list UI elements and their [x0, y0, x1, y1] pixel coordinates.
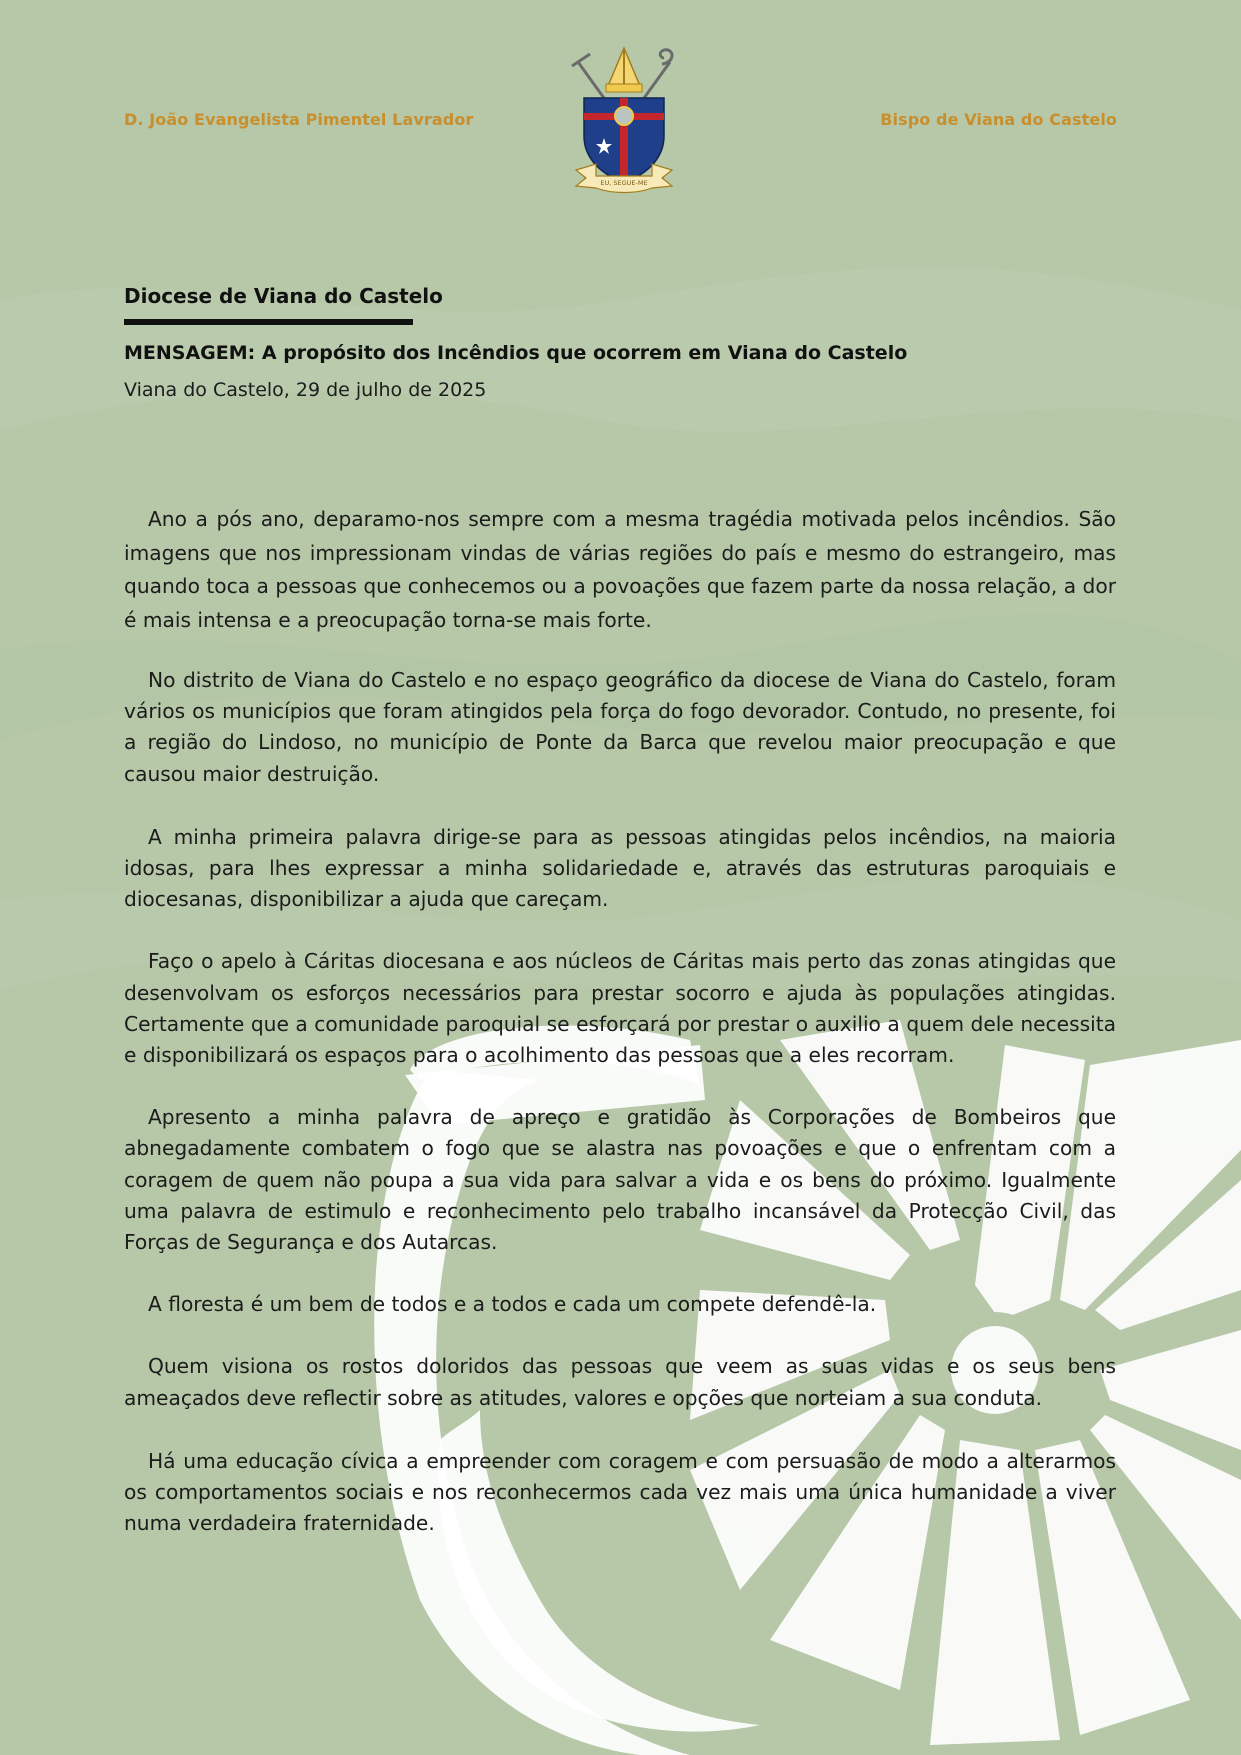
body-paragraph: Faço o apelo à Cáritas diocesana e aos núcleos de Cáritas mais perto das zonas atingidas que desenvolvam os esforços necessários para prestar socorro e ajuda às populações atingidas. Certamente que a comunidade paroquial se esforçará por prestar o auxilio a quem dele necessita e disponibilizará os espaços para o acolhimento das pessoas que a eles recorram.: [124, 949, 1116, 1068]
body-paragraph: Quem visiona os rostos doloridos das pessoas que veem as suas vidas e os seus bens ameaçados deve reflectir sobre as atitudes, valores e opções que norteiam a sua conduta.: [124, 1354, 1116, 1410]
body-paragraph: Ano a pós ano, deparamo-nos sempre com a mesma tragédia motivada pelos incêndios. São imagens que nos impressionam vindas de várias regiões do país e mesmo do estrangeiro, mas quando toca a pessoas que conhecemos ou a povoações que fazem parte da nossa relação, a dor é mais intensa e a preocupação torna-se mais forte.: [124, 507, 1116, 632]
message-body: [124, 503, 1116, 1539]
document-title-block: [124, 282, 1124, 403]
body-paragraph: A minha primeira palavra dirige-se para as pessoas atingidas pelos incêndios, na maioria idosas, para lhes expressar a minha solidariedade e, através das estruturas paroquiais e diocesanas, disponibilizar a ajuda que careçam.: [124, 824, 1116, 912]
message-subject: MENSAGEM: A propósito dos Incêndios que ocorrem em Viana do Castelo: [124, 342, 908, 364]
svg-text:EU, SEGUE-ME: EU, SEGUE-ME: [600, 179, 648, 187]
body-paragraph: A floresta é um bem de todos e a todos e cada um compete defendê-la.: [148, 1292, 877, 1317]
title-underline: [124, 319, 413, 325]
body-paragraph: No distrito de Viana do Castelo e no espaço geográfico da diocese de Viana do Castelo, foram vários os municípios que foram atingidos pela força do fogo devorador. Contudo, no presente, foi a região do Lindoso, no município de Ponte da Barca que revelou maior preocupação e que causou maior destruição.: [124, 668, 1116, 786]
body-paragraph: Apresento a minha palavra de apreço e gratidão às Corporações de Bombeiros que abnegadamente combatem o fogo que se alastra nas povoações e que o enfrentam com a coragem de quem não poupa a sua vida para salvar a vida e os bens do próximo. Igualmente uma palavra de estimulo e reconhecimento pelo trabalho incansável da Protecção Civil, das Forças de Segurança e dos Autarcas.: [124, 1105, 1116, 1255]
bishop-title: Bispo de Viana do Castelo: [880, 110, 1117, 129]
bishop-name: D. João Evangelista Pimentel Lavrador: [124, 110, 474, 129]
body-paragraph: Há uma educação cívica a empreender com coragem e com persuasão de modo a alterarmos os comportamentos sociais e nos reconhecermos cada vez mais uma única humanidade a viver numa verdadeira fraternidade.: [124, 1448, 1116, 1536]
diocese-title: Diocese de Viana do Castelo: [124, 284, 443, 308]
episcopal-coat-of-arms-icon: [566, 44, 682, 194]
place-and-date: Viana do Castelo, 29 de julho de 2025: [124, 379, 487, 401]
